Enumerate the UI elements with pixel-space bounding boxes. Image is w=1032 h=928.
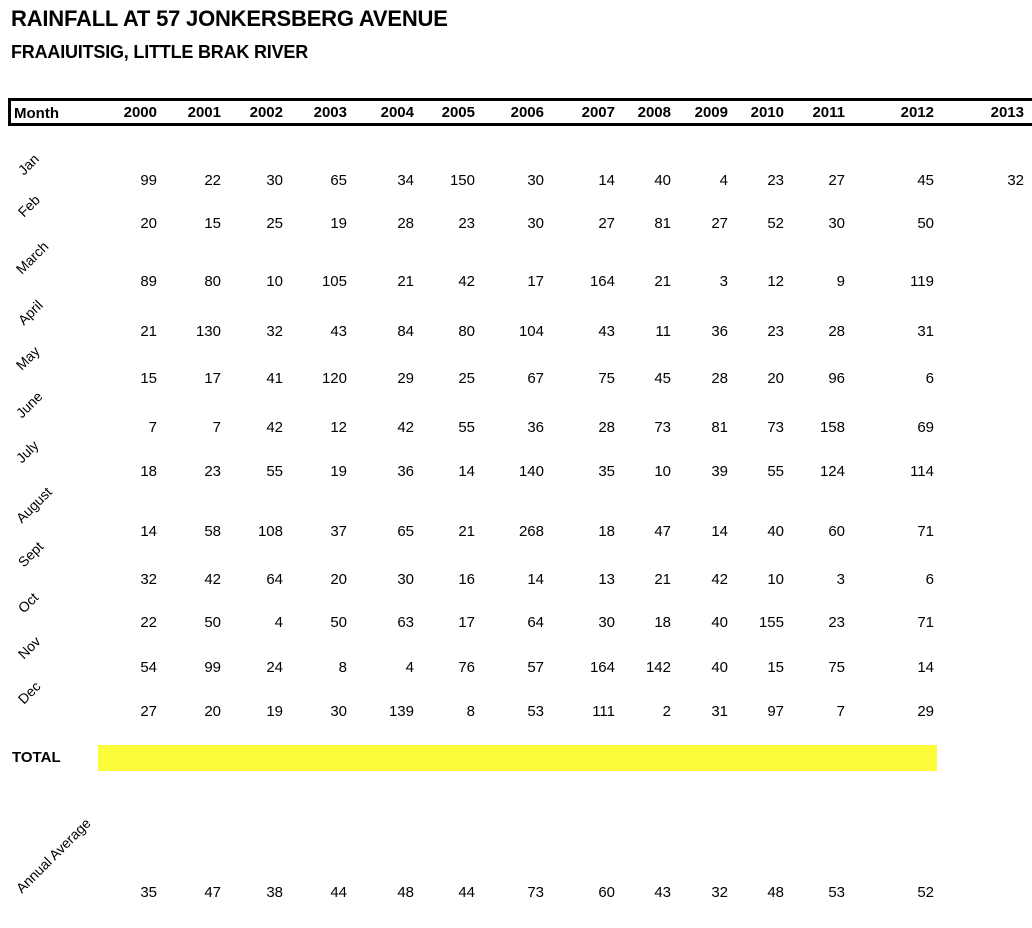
table-cell: 75 [828,659,845,676]
average-cell: 47 [204,884,221,901]
table-cell: 20 [140,215,157,232]
table-cell: 80 [204,273,221,290]
table-cell: 12 [330,419,347,436]
month-column-header: Month [14,105,59,122]
table-cell: 27 [598,215,615,232]
table-cell: 18 [654,614,671,631]
table-cell: 114 [910,463,934,480]
table-cell: 130 [195,323,221,340]
table-cell: 14 [527,571,544,588]
table-cell: 89 [140,273,157,290]
table-cell: 41 [266,370,283,387]
table-cell: 40 [711,659,728,676]
table-cell: 14 [140,523,157,540]
month-label-nov: Nov [14,633,44,662]
table-cell: 81 [654,215,671,232]
table-cell: 9 [836,273,845,290]
table-cell: 21 [654,571,671,588]
month-label-oct: Oct [14,589,42,616]
table-cell: 50 [330,614,347,631]
table-cell: 2 [662,703,671,720]
month-label-dec: Dec [14,678,44,707]
month-label-feb: Feb [14,191,44,220]
table-cell: 19 [266,703,283,720]
table-cell: 25 [266,215,283,232]
table-cell: 4 [719,172,728,189]
year-header-2008: 2008 [637,104,671,121]
table-cell: 67 [527,370,544,387]
table-cell: 43 [598,323,615,340]
table-cell: 28 [397,215,414,232]
table-cell: 71 [917,523,934,540]
table-cell: 42 [204,571,221,588]
table-cell: 15 [204,215,221,232]
table-cell: 23 [204,463,221,480]
table-cell: 40 [654,172,671,189]
table-cell: 105 [321,273,347,290]
table-cell: 30 [598,614,615,631]
table-cell: 108 [257,523,283,540]
table-cell: 7 [212,419,221,436]
table-cell: 268 [518,523,544,540]
table-cell: 35 [598,463,615,480]
table-cell: 53 [527,703,544,720]
table-cell: 64 [527,614,544,631]
table-cell: 23 [828,614,845,631]
year-header-2009: 2009 [694,104,728,121]
table-cell: 24 [266,659,283,676]
table-cell: 18 [140,463,157,480]
table-cell: 55 [767,463,784,480]
table-cell: 14 [711,523,728,540]
average-cell: 60 [598,884,615,901]
table-cell: 124 [819,463,845,480]
table-cell: 21 [458,523,475,540]
year-header-2006: 2006 [510,104,544,121]
table-cell: 21 [654,273,671,290]
table-cell: 12 [767,273,784,290]
average-cell: 73 [527,884,544,901]
table-cell: 6 [925,370,934,387]
table-cell: 29 [397,370,414,387]
average-cell: 48 [767,884,784,901]
year-header-2007: 2007 [581,104,615,121]
table-cell: 81 [711,419,728,436]
table-cell: 42 [266,419,283,436]
table-cell: 37 [330,523,347,540]
table-cell: 50 [917,215,934,232]
page-subtitle: FRAAIUITSIG, LITTLE BRAK RIVER [11,42,308,62]
table-cell: 30 [828,215,845,232]
table-cell: 22 [204,172,221,189]
table-cell: 16 [458,571,475,588]
table-cell: 17 [527,273,544,290]
table-cell: 15 [140,370,157,387]
table-cell: 142 [645,659,671,676]
table-cell: 84 [397,323,414,340]
table-cell: 80 [458,323,475,340]
month-label-sept: Sept [14,538,47,570]
table-cell: 71 [917,614,934,631]
table-cell: 63 [397,614,414,631]
table-cell: 50 [204,614,221,631]
table-cell: 30 [527,172,544,189]
table-cell: 21 [140,323,157,340]
page-title: RAINFALL AT 57 JONKERSBERG AVENUE [11,6,448,31]
table-cell: 10 [767,571,784,588]
table-cell: 23 [767,323,784,340]
table-cell: 18 [598,523,615,540]
table-cell: 42 [711,571,728,588]
year-header-2004: 2004 [380,104,414,121]
annual-average-label: Annual Average [12,814,94,896]
table-cell: 6 [925,571,934,588]
table-cell: 28 [598,419,615,436]
table-cell: 39 [711,463,728,480]
table-cell: 164 [589,273,615,290]
table-cell: 30 [330,703,347,720]
table-cell: 40 [767,523,784,540]
table-cell: 104 [518,323,544,340]
table-cell: 57 [527,659,544,676]
table-cell: 27 [711,215,728,232]
table-cell: 23 [458,215,475,232]
table-cell: 30 [527,215,544,232]
table-cell: 14 [458,463,475,480]
table-cell: 10 [266,273,283,290]
table-cell: 3 [836,571,845,588]
table-cell: 32 [266,323,283,340]
table-cell: 19 [330,463,347,480]
table-cell: 11 [655,323,671,340]
table-cell: 22 [140,614,157,631]
table-cell: 17 [458,614,475,631]
table-cell: 45 [917,172,934,189]
table-cell: 36 [397,463,414,480]
average-cell: 53 [828,884,845,901]
table-cell: 27 [828,172,845,189]
year-header-2003: 2003 [313,104,347,121]
average-cell: 43 [654,884,671,901]
year-header-2011: 2011 [812,104,845,121]
table-cell: 42 [458,273,475,290]
table-cell: 73 [654,419,671,436]
table-cell: 21 [397,273,414,290]
table-cell: 158 [819,419,845,436]
table-cell: 139 [388,703,414,720]
total-label: TOTAL [12,749,61,766]
average-cell: 44 [458,884,475,901]
table-cell: 23 [767,172,784,189]
table-cell: 99 [204,659,221,676]
table-cell: 111 [592,703,615,720]
table-cell: 28 [828,323,845,340]
table-cell: 4 [405,659,414,676]
table-cell: 119 [910,273,934,290]
average-cell: 44 [330,884,347,901]
table-cell: 8 [466,703,475,720]
month-label-july: July [12,437,42,466]
table-cell: 99 [140,172,157,189]
year-header-2010: 2010 [750,104,784,121]
year-header-2005: 2005 [441,104,475,121]
table-cell: 36 [527,419,544,436]
table-cell: 8 [338,659,347,676]
table-cell: 76 [458,659,475,676]
table-cell: 42 [397,419,414,436]
table-cell: 120 [321,370,347,387]
average-cell: 32 [711,884,728,901]
table-cell: 58 [204,523,221,540]
table-cell: 54 [140,659,157,676]
table-cell: 65 [397,523,414,540]
table-cell: 69 [917,419,934,436]
table-cell: 10 [654,463,671,480]
table-cell: 96 [828,370,845,387]
table-cell: 43 [330,323,347,340]
table-cell: 20 [204,703,221,720]
month-label-april: April [14,296,46,328]
table-cell: 15 [767,659,784,676]
table-cell: 13 [598,571,615,588]
table-cell: 30 [397,571,414,588]
table-cell: 36 [711,323,728,340]
table-cell: 14 [598,172,615,189]
table-cell: 3 [719,273,728,290]
average-cell: 48 [397,884,414,901]
table-cell: 7 [148,419,157,436]
table-cell: 27 [140,703,157,720]
table-cell: 73 [767,419,784,436]
year-header-2001: 2001 [187,104,221,121]
year-header-2000: 2000 [123,104,157,121]
table-cell: 47 [654,523,671,540]
table-cell: 60 [828,523,845,540]
table-cell: 45 [654,370,671,387]
month-label-may: May [12,342,43,373]
table-cell: 31 [917,323,934,340]
table-cell: 34 [397,172,414,189]
total-highlight [98,745,937,771]
table-cell: 55 [458,419,475,436]
average-cell: 35 [140,884,157,901]
table-cell: 20 [330,571,347,588]
table-cell: 4 [274,614,283,631]
table-cell: 140 [518,463,544,480]
table-cell: 29 [917,703,934,720]
table-cell: 52 [767,215,784,232]
average-cell: 52 [917,884,934,901]
table-cell: 28 [711,370,728,387]
table-cell: 14 [917,659,934,676]
table-cell: 30 [266,172,283,189]
table-cell: 32 [1007,172,1024,189]
table-cell: 40 [711,614,728,631]
table-cell: 17 [204,370,221,387]
table-cell: 97 [767,703,784,720]
month-label-august: August [12,483,55,526]
table-cell: 32 [140,571,157,588]
month-label-jan: Jan [14,150,42,178]
year-header-2002: 2002 [249,104,283,121]
average-cell: 38 [266,884,283,901]
table-cell: 65 [330,172,347,189]
table-cell: 31 [711,703,728,720]
month-label-march: March [12,238,52,277]
table-cell: 164 [589,659,615,676]
table-cell: 55 [266,463,283,480]
table-cell: 155 [758,614,784,631]
table-cell: 20 [767,370,784,387]
table-cell: 7 [836,703,845,720]
year-header-2013: 2013 [990,104,1024,121]
table-cell: 75 [598,370,615,387]
table-cell: 19 [330,215,347,232]
year-header-2012: 2012 [900,104,934,121]
table-cell: 150 [449,172,475,189]
month-label-june: June [12,388,46,421]
table-cell: 64 [266,571,283,588]
table-cell: 25 [458,370,475,387]
